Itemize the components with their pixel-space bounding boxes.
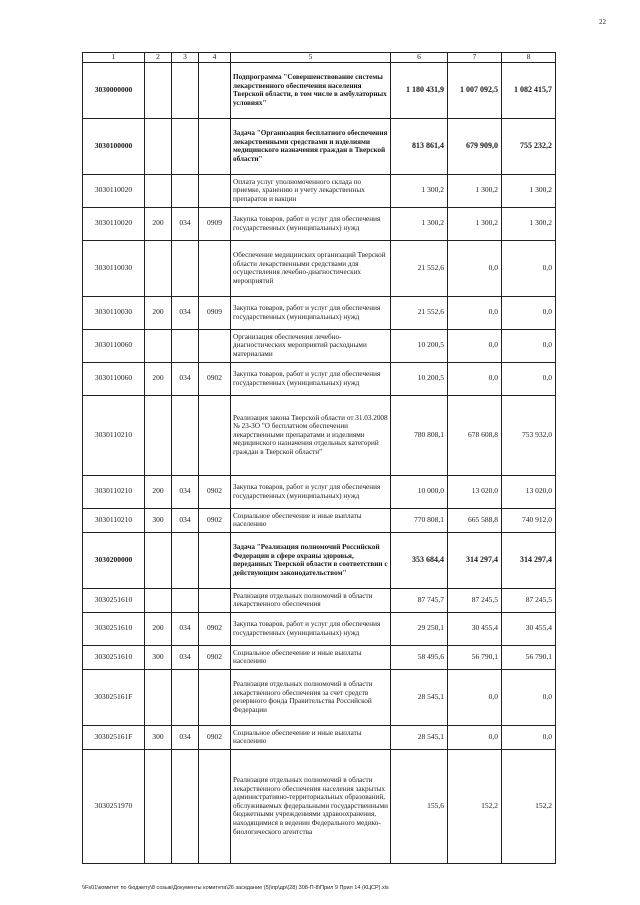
amount-year2-cell: 30 455,4 — [448, 612, 502, 645]
section-code-cell: 200 — [145, 612, 172, 645]
section-code-cell: 200 — [145, 296, 172, 329]
description-cell: Социальное обеспечение и иные выплаты населению — [231, 725, 391, 749]
code-cell: 3030110020 — [83, 174, 145, 207]
amount-year2-cell: 678 608,8 — [448, 395, 502, 475]
section-code-cell: 300 — [145, 645, 172, 669]
budget-table — [82, 52, 556, 864]
amount-year2-cell: 0,0 — [448, 329, 502, 362]
budget-table-body — [83, 62, 556, 863]
subsection-code-cell: 0902 — [199, 612, 231, 645]
amount-year3-cell: 87 245,5 — [502, 588, 556, 612]
column-header: 3 — [172, 53, 199, 63]
description-cell: Закупка товаров, работ и услуг для обеспечения государственных (муниципальных) нужд — [231, 475, 391, 508]
code-cell: 3030110030 — [83, 240, 145, 296]
table-row — [83, 395, 556, 475]
section-code-cell: 300 — [145, 725, 172, 749]
code-cell: 3030100000 — [83, 118, 145, 174]
subsection-code-cell: 0902 — [199, 362, 231, 395]
table-row — [83, 240, 556, 296]
section-code-cell — [145, 395, 172, 475]
subsection-code-cell: 0909 — [199, 207, 231, 240]
table-row — [83, 612, 556, 645]
subsection-code-cell: 0902 — [199, 725, 231, 749]
file-path-footer: \\Fs01\комитет по бюджету\8 созыв\Документы комитета\26 заседание (5)\пр\др\(28) 308-П-8\Прил 9 Прил 14 (КЦСР).xls — [82, 885, 389, 891]
ministry-code-cell: 034 — [172, 612, 199, 645]
section-code-cell — [145, 118, 172, 174]
table-row — [83, 532, 556, 588]
subsection-code-cell — [199, 749, 231, 863]
subsection-code-cell — [199, 174, 231, 207]
amount-year2-cell: 314 297,4 — [448, 532, 502, 588]
table-row — [83, 725, 556, 749]
table-row — [83, 362, 556, 395]
amount-year1-cell: 353 684,4 — [391, 532, 448, 588]
amount-year2-cell: 0,0 — [448, 725, 502, 749]
code-cell: 3030110060 — [83, 329, 145, 362]
code-cell: 3030110210 — [83, 475, 145, 508]
amount-year1-cell: 58 495,6 — [391, 645, 448, 669]
ministry-code-cell — [172, 669, 199, 725]
section-code-cell — [145, 240, 172, 296]
code-cell: 3030251610 — [83, 645, 145, 669]
subsection-code-cell — [199, 329, 231, 362]
ministry-code-cell: 034 — [172, 296, 199, 329]
ministry-code-cell — [172, 588, 199, 612]
ministry-code-cell: 034 — [172, 362, 199, 395]
section-code-cell: 200 — [145, 362, 172, 395]
ministry-code-cell — [172, 240, 199, 296]
amount-year1-cell: 29 250,1 — [391, 612, 448, 645]
amount-year1-cell: 813 861,4 — [391, 118, 448, 174]
column-number-header-row — [83, 53, 556, 63]
description-cell: Закупка товаров, работ и услуг для обеспечения государственных (муниципальных) нужд — [231, 207, 391, 240]
section-code-cell — [145, 62, 172, 118]
amount-year3-cell: 753 932,0 — [502, 395, 556, 475]
code-cell: 3030110020 — [83, 207, 145, 240]
section-code-cell — [145, 329, 172, 362]
ministry-code-cell — [172, 749, 199, 863]
amount-year2-cell: 0,0 — [448, 296, 502, 329]
amount-year1-cell: 87 745,7 — [391, 588, 448, 612]
amount-year3-cell: 13 020,0 — [502, 475, 556, 508]
description-cell: Реализация отдельных полномочий в области лекарственного обеспечения — [231, 588, 391, 612]
subsection-code-cell: 0902 — [199, 645, 231, 669]
amount-year1-cell: 10 000,0 — [391, 475, 448, 508]
subsection-code-cell: 0909 — [199, 296, 231, 329]
amount-year2-cell: 152,2 — [448, 749, 502, 863]
table-row — [83, 174, 556, 207]
amount-year1-cell: 1 300,2 — [391, 174, 448, 207]
subsection-code-cell — [199, 669, 231, 725]
column-header: 5 — [231, 53, 391, 63]
amount-year1-cell: 28 545,1 — [391, 725, 448, 749]
description-cell: Задача "Реализация полномочий Российской Федерации в сфере охраны здоровья, переданных Тверской области в соответствии с действующим законодательством" — [231, 532, 391, 588]
page-number: 22 — [599, 18, 606, 26]
subsection-code-cell — [199, 62, 231, 118]
column-header: 4 — [199, 53, 231, 63]
ministry-code-cell: 034 — [172, 725, 199, 749]
ministry-code-cell: 034 — [172, 508, 199, 532]
table-row — [83, 645, 556, 669]
amount-year3-cell: 0,0 — [502, 329, 556, 362]
code-cell: 3030000000 — [83, 62, 145, 118]
subsection-code-cell — [199, 395, 231, 475]
ministry-code-cell — [172, 118, 199, 174]
amount-year2-cell: 56 790,1 — [448, 645, 502, 669]
section-code-cell: 300 — [145, 508, 172, 532]
table-row — [83, 749, 556, 863]
subsection-code-cell — [199, 588, 231, 612]
column-header: 1 — [83, 53, 145, 63]
amount-year3-cell: 30 455,4 — [502, 612, 556, 645]
amount-year1-cell: 21 552,6 — [391, 240, 448, 296]
table-row — [83, 62, 556, 118]
amount-year2-cell: 665 588,8 — [448, 508, 502, 532]
amount-year1-cell: 21 552,6 — [391, 296, 448, 329]
amount-year1-cell: 1 180 431,9 — [391, 62, 448, 118]
ministry-code-cell: 034 — [172, 645, 199, 669]
amount-year1-cell: 28 545,1 — [391, 669, 448, 725]
amount-year3-cell: 0,0 — [502, 362, 556, 395]
ministry-code-cell — [172, 532, 199, 588]
amount-year2-cell: 1 300,2 — [448, 174, 502, 207]
amount-year3-cell: 56 790,1 — [502, 645, 556, 669]
amount-year2-cell: 0,0 — [448, 362, 502, 395]
amount-year1-cell: 155,6 — [391, 749, 448, 863]
section-code-cell — [145, 532, 172, 588]
subsection-code-cell — [199, 532, 231, 588]
description-cell: Организация обеспечения лечебно-диагностических мероприятий расходными материалами — [231, 329, 391, 362]
amount-year3-cell: 0,0 — [502, 296, 556, 329]
table-row — [83, 588, 556, 612]
section-code-cell — [145, 588, 172, 612]
table-row — [83, 508, 556, 532]
amount-year3-cell: 1 300,2 — [502, 207, 556, 240]
table-row — [83, 296, 556, 329]
column-header: 2 — [145, 53, 172, 63]
section-code-cell — [145, 669, 172, 725]
ministry-code-cell: 034 — [172, 475, 199, 508]
subsection-code-cell — [199, 118, 231, 174]
description-cell: Оплата услуг уполномоченного склада по приемке, хранению и учету лекарственных препаратов и вакцин — [231, 174, 391, 207]
amount-year3-cell: 755 232,2 — [502, 118, 556, 174]
amount-year2-cell: 1 007 092,5 — [448, 62, 502, 118]
column-header: 7 — [448, 53, 502, 63]
description-cell: Социальное обеспечение и иные выплаты населению — [231, 508, 391, 532]
section-code-cell — [145, 174, 172, 207]
amount-year1-cell: 10 200,5 — [391, 329, 448, 362]
amount-year3-cell: 0,0 — [502, 725, 556, 749]
amount-year3-cell: 0,0 — [502, 669, 556, 725]
ministry-code-cell — [172, 174, 199, 207]
amount-year3-cell: 314 297,4 — [502, 532, 556, 588]
code-cell: 3030251610 — [83, 612, 145, 645]
ministry-code-cell — [172, 329, 199, 362]
amount-year1-cell: 770 808,1 — [391, 508, 448, 532]
amount-year2-cell: 1 300,2 — [448, 207, 502, 240]
description-cell: Реализация закона Тверской области от 31.03.2008 № 23-ЗО "О бесплатном обеспечении лекарственными препаратами и изделиями медицинского назначения отдельных категорий граждан в Тверской области" — [231, 395, 391, 475]
table-row — [83, 118, 556, 174]
ministry-code-cell — [172, 395, 199, 475]
code-cell: 303025161F — [83, 725, 145, 749]
subsection-code-cell: 0902 — [199, 475, 231, 508]
table-row — [83, 475, 556, 508]
code-cell: 3030251610 — [83, 588, 145, 612]
description-cell: Закупка товаров, работ и услуг для обеспечения государственных (муниципальных) нужд — [231, 612, 391, 645]
amount-year2-cell: 13 020,0 — [448, 475, 502, 508]
table-row — [83, 207, 556, 240]
code-cell: 303025161F — [83, 669, 145, 725]
amount-year2-cell: 679 909,0 — [448, 118, 502, 174]
description-cell: Социальное обеспечение и иные выплаты населению — [231, 645, 391, 669]
code-cell: 3030110030 — [83, 296, 145, 329]
code-cell: 3030200000 — [83, 532, 145, 588]
amount-year3-cell: 740 912,0 — [502, 508, 556, 532]
amount-year3-cell: 152,2 — [502, 749, 556, 863]
amount-year2-cell: 0,0 — [448, 669, 502, 725]
ministry-code-cell — [172, 62, 199, 118]
subsection-code-cell: 0902 — [199, 508, 231, 532]
amount-year1-cell: 10 200,5 — [391, 362, 448, 395]
amount-year3-cell: 0,0 — [502, 240, 556, 296]
amount-year1-cell: 1 300,2 — [391, 207, 448, 240]
budget-table-container — [82, 52, 555, 864]
description-cell: Реализация отдельных полномочий в области лекарственного обеспечения за счет средств резервного фонда Правительства Российской Федерации — [231, 669, 391, 725]
table-row — [83, 669, 556, 725]
description-cell: Задача "Организация бесплатного обеспечения лекарственными средствами и изделиями медицинского назначения граждан в Тверской области" — [231, 118, 391, 174]
amount-year3-cell: 1 082 415,7 — [502, 62, 556, 118]
column-header: 8 — [502, 53, 556, 63]
description-cell: Закупка товаров, работ и услуг для обеспечения государственных (муниципальных) нужд — [231, 296, 391, 329]
amount-year2-cell: 87 245,5 — [448, 588, 502, 612]
column-header: 6 — [391, 53, 448, 63]
description-cell: Обеспечение медицинских организаций Тверской области лекарственными средствами для осуществления лечебно-диагностических мероприятий — [231, 240, 391, 296]
amount-year3-cell: 1 300,2 — [502, 174, 556, 207]
section-code-cell: 200 — [145, 207, 172, 240]
code-cell: 3030110210 — [83, 508, 145, 532]
description-cell: Закупка товаров, работ и услуг для обеспечения государственных (муниципальных) нужд — [231, 362, 391, 395]
amount-year1-cell: 780 808,1 — [391, 395, 448, 475]
table-row — [83, 329, 556, 362]
code-cell: 3030110060 — [83, 362, 145, 395]
description-cell: Реализация отдельных полномочий в области лекарственного обеспечения населения закрытых административно-территориальных образований, обслуживаемых федеральными государственными бюджетными учреждениями здравоохранения, находящимися в ведении Федерального медико-биологического агентства — [231, 749, 391, 863]
description-cell: Подпрограмма "Совершенствование системы лекарственного обеспечения населения Тверской области, в том числе в амбулаторных условиях" — [231, 62, 391, 118]
code-cell: 3030110210 — [83, 395, 145, 475]
section-code-cell — [145, 749, 172, 863]
section-code-cell: 200 — [145, 475, 172, 508]
ministry-code-cell: 034 — [172, 207, 199, 240]
subsection-code-cell — [199, 240, 231, 296]
code-cell: 3030251970 — [83, 749, 145, 863]
amount-year2-cell: 0,0 — [448, 240, 502, 296]
